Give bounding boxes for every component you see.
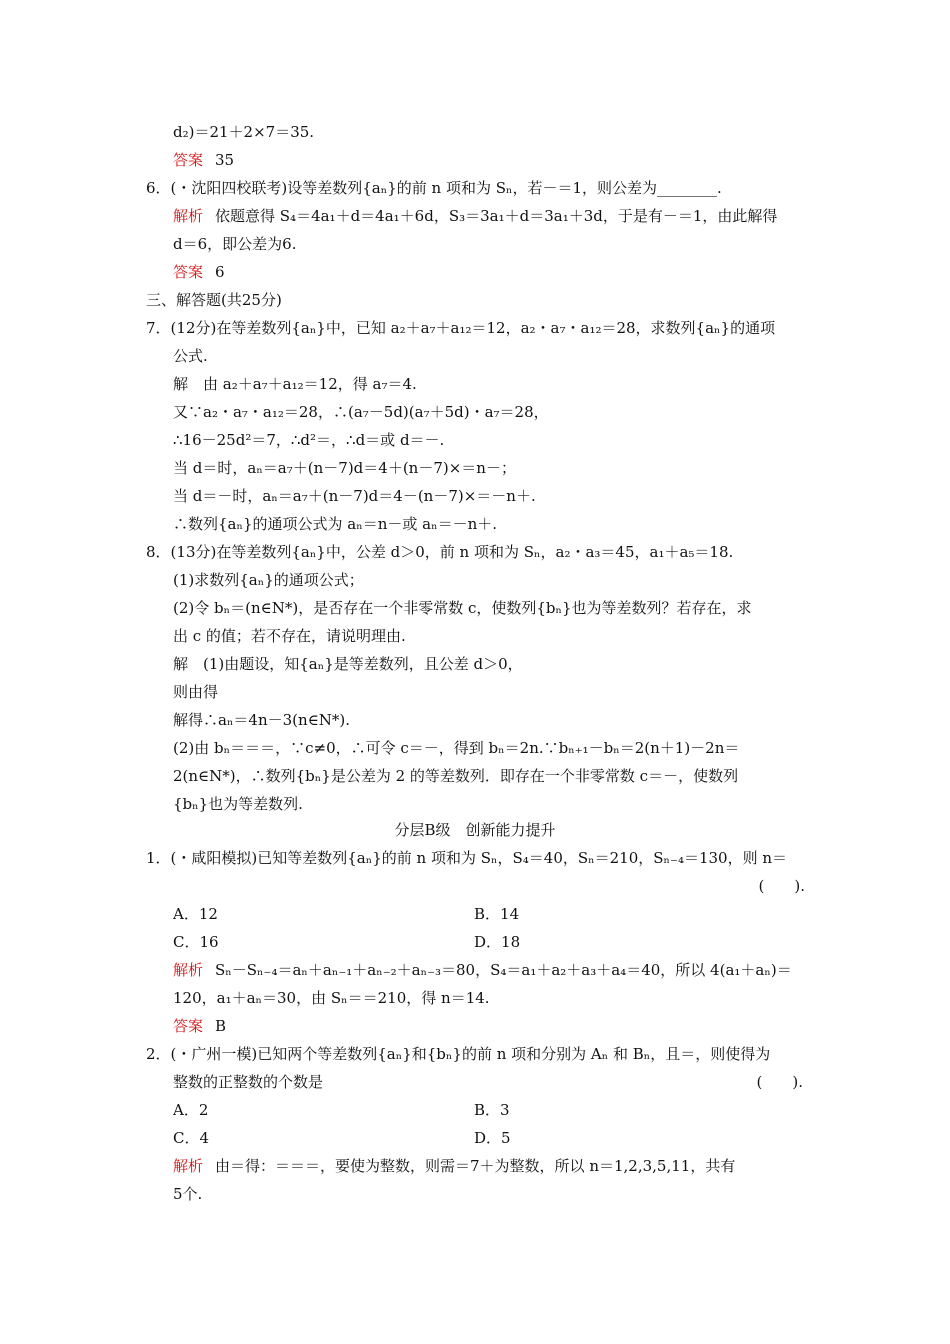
answer-label: 答案 — [173, 151, 204, 169]
answer-value: B — [215, 1017, 227, 1035]
analysis-label: 解析 — [173, 207, 204, 225]
option-b: B．3 — [474, 1101, 510, 1119]
section-heading: 三、解答题(共25分) — [146, 291, 282, 309]
analysis-text: 由＝得：＝＝＝，要使为整数，则需＝7＋为整数，所以 n＝1,2,3,5,11，共有 — [215, 1157, 736, 1175]
option-c: C．16 — [173, 933, 219, 951]
answer-value: 35 — [215, 151, 235, 169]
question-7: 7．(12分)在等差数列{aₙ}中，已知 a₂＋a₇＋a₁₂＝12，a₂・a₇・a₁₂＝28，求数列{aₙ}的通项 — [146, 319, 776, 337]
analysis-label: 解析 — [173, 1157, 204, 1175]
text-line: 出 c 的值；若不存在，请说明理由. — [173, 627, 406, 645]
answer-line — [173, 258, 225, 286]
solution-line: 当 d＝－时，aₙ＝a₇＋(n－7)d＝4－(n－7)×＝－n＋. — [173, 487, 536, 505]
text-line: 公式. — [173, 347, 208, 365]
analysis-text: 依题意得 S₄＝4a₁＋d＝4a₁＋6d，S₃＝3a₁＋d＝3a₁＋3d，于是有－＝1，由此解得 — [215, 207, 778, 225]
text-line — [173, 1068, 803, 1096]
solution-line: 当 d＝时，aₙ＝a₇＋(n－7)d＝4＋(n－7)×＝n－； — [173, 459, 516, 477]
option-d: D．5 — [474, 1129, 511, 1147]
option-a: A．2 — [173, 1101, 209, 1119]
solution-line: 又∵a₂・a₇・a₁₂＝28，∴(a₇－5d)(a₇＋5d)・a₇＝28， — [173, 403, 549, 421]
section-title: 分层B级 创新能力提升 — [394, 821, 556, 839]
analysis-line — [173, 1152, 735, 1180]
solution-line: 解 由 a₂＋a₇＋a₁₂＝12，得 a₇＝4. — [173, 375, 417, 393]
analysis-label: 解析 — [173, 961, 204, 979]
solution-line: ∴数列{aₙ}的通项公式为 aₙ＝n－或 aₙ＝－n＋. — [173, 515, 498, 533]
question-6: 6．(・沈阳四校联考)设等差数列{aₙ}的前 n 项和为 Sₙ，若－＝1，则公差为________. — [146, 179, 722, 197]
answer-bracket: ( ). — [756, 1073, 803, 1091]
question-b1: 1．(・咸阳模拟)已知等差数列{aₙ}的前 n 项和为 Sₙ，S₄＝40，Sₙ＝210，Sₙ₋₄＝130，则 n＝ — [146, 849, 788, 867]
question-b2: 2．(・广州一模)已知两个等差数列{aₙ}和{bₙ}的前 n 项和分别为 Aₙ 和 Bₙ，且＝，则使得为 — [146, 1045, 771, 1063]
analysis-text: Sₙ－Sₙ₋₄＝aₙ＋aₙ₋₁＋aₙ₋₂＋aₙ₋₃＝80，S₄＝a₁＋a₂＋a₃＋a₄＝40，所以 4(a₁＋aₙ)＝ — [215, 961, 792, 979]
answer-line — [173, 1012, 226, 1040]
solution-line: 则由得 — [173, 683, 219, 701]
answer-label: 答案 — [173, 1017, 204, 1035]
option-b: B．14 — [474, 905, 520, 923]
solution-line: (2)由 bₙ＝＝＝，∵c≠0，∴可令 c＝－，得到 bₙ＝2n.∵bₙ₊₁－bₙ＝2(n＋1)－2n＝ — [173, 739, 740, 757]
option-a: A．12 — [173, 905, 218, 923]
option-c: C．4 — [173, 1129, 210, 1147]
solution-line: 解得∴aₙ＝4n－3(n∈N*). — [173, 711, 351, 729]
answer-label: 答案 — [173, 263, 204, 281]
question-8: 8．(13分)在等差数列{aₙ}中，公差 d＞0，前 n 项和为 Sₙ，a₂・a₃＝45，a₁＋a₅＝18. — [146, 543, 734, 561]
question-text: 整数的正整数的个数是 — [173, 1073, 324, 1091]
answer-line — [173, 146, 234, 174]
option-d: D．18 — [474, 933, 521, 951]
solution-line: {bₙ}也为等差数列. — [173, 795, 303, 813]
text-line: (1)求数列{aₙ}的通项公式； — [173, 571, 364, 589]
text-line: (2)令 bₙ＝(n∈N*)，是否存在一个非零常数 c，使数列{bₙ}也为等差数列？若存在，求 — [173, 599, 752, 617]
answer-bracket-line — [0, 872, 950, 900]
text-line: 120，a₁＋aₙ＝30，由 Sₙ＝＝210，得 n＝14. — [173, 989, 490, 1007]
analysis-line — [173, 202, 777, 230]
analysis-line — [173, 956, 792, 984]
text-line: 5个. — [173, 1185, 203, 1203]
solution-line: ∴16－25d²＝7，∴d²＝，∴d＝或 d＝－. — [173, 431, 445, 449]
text-line: d＝6，即公差为6. — [173, 235, 297, 253]
answer-value: 6 — [215, 263, 225, 281]
text-line: d₂)＝21＋2×7＝35. — [173, 123, 315, 141]
solution-line: 解 (1)由题设，知{aₙ}是等差数列，且公差 d＞0， — [173, 655, 523, 673]
answer-bracket: ( ). — [758, 877, 805, 895]
solution-line: 2(n∈N*)，∴数列{bₙ}是公差为 2 的等差数列．即存在一个非零常数 c＝－，使数列 — [173, 767, 739, 785]
